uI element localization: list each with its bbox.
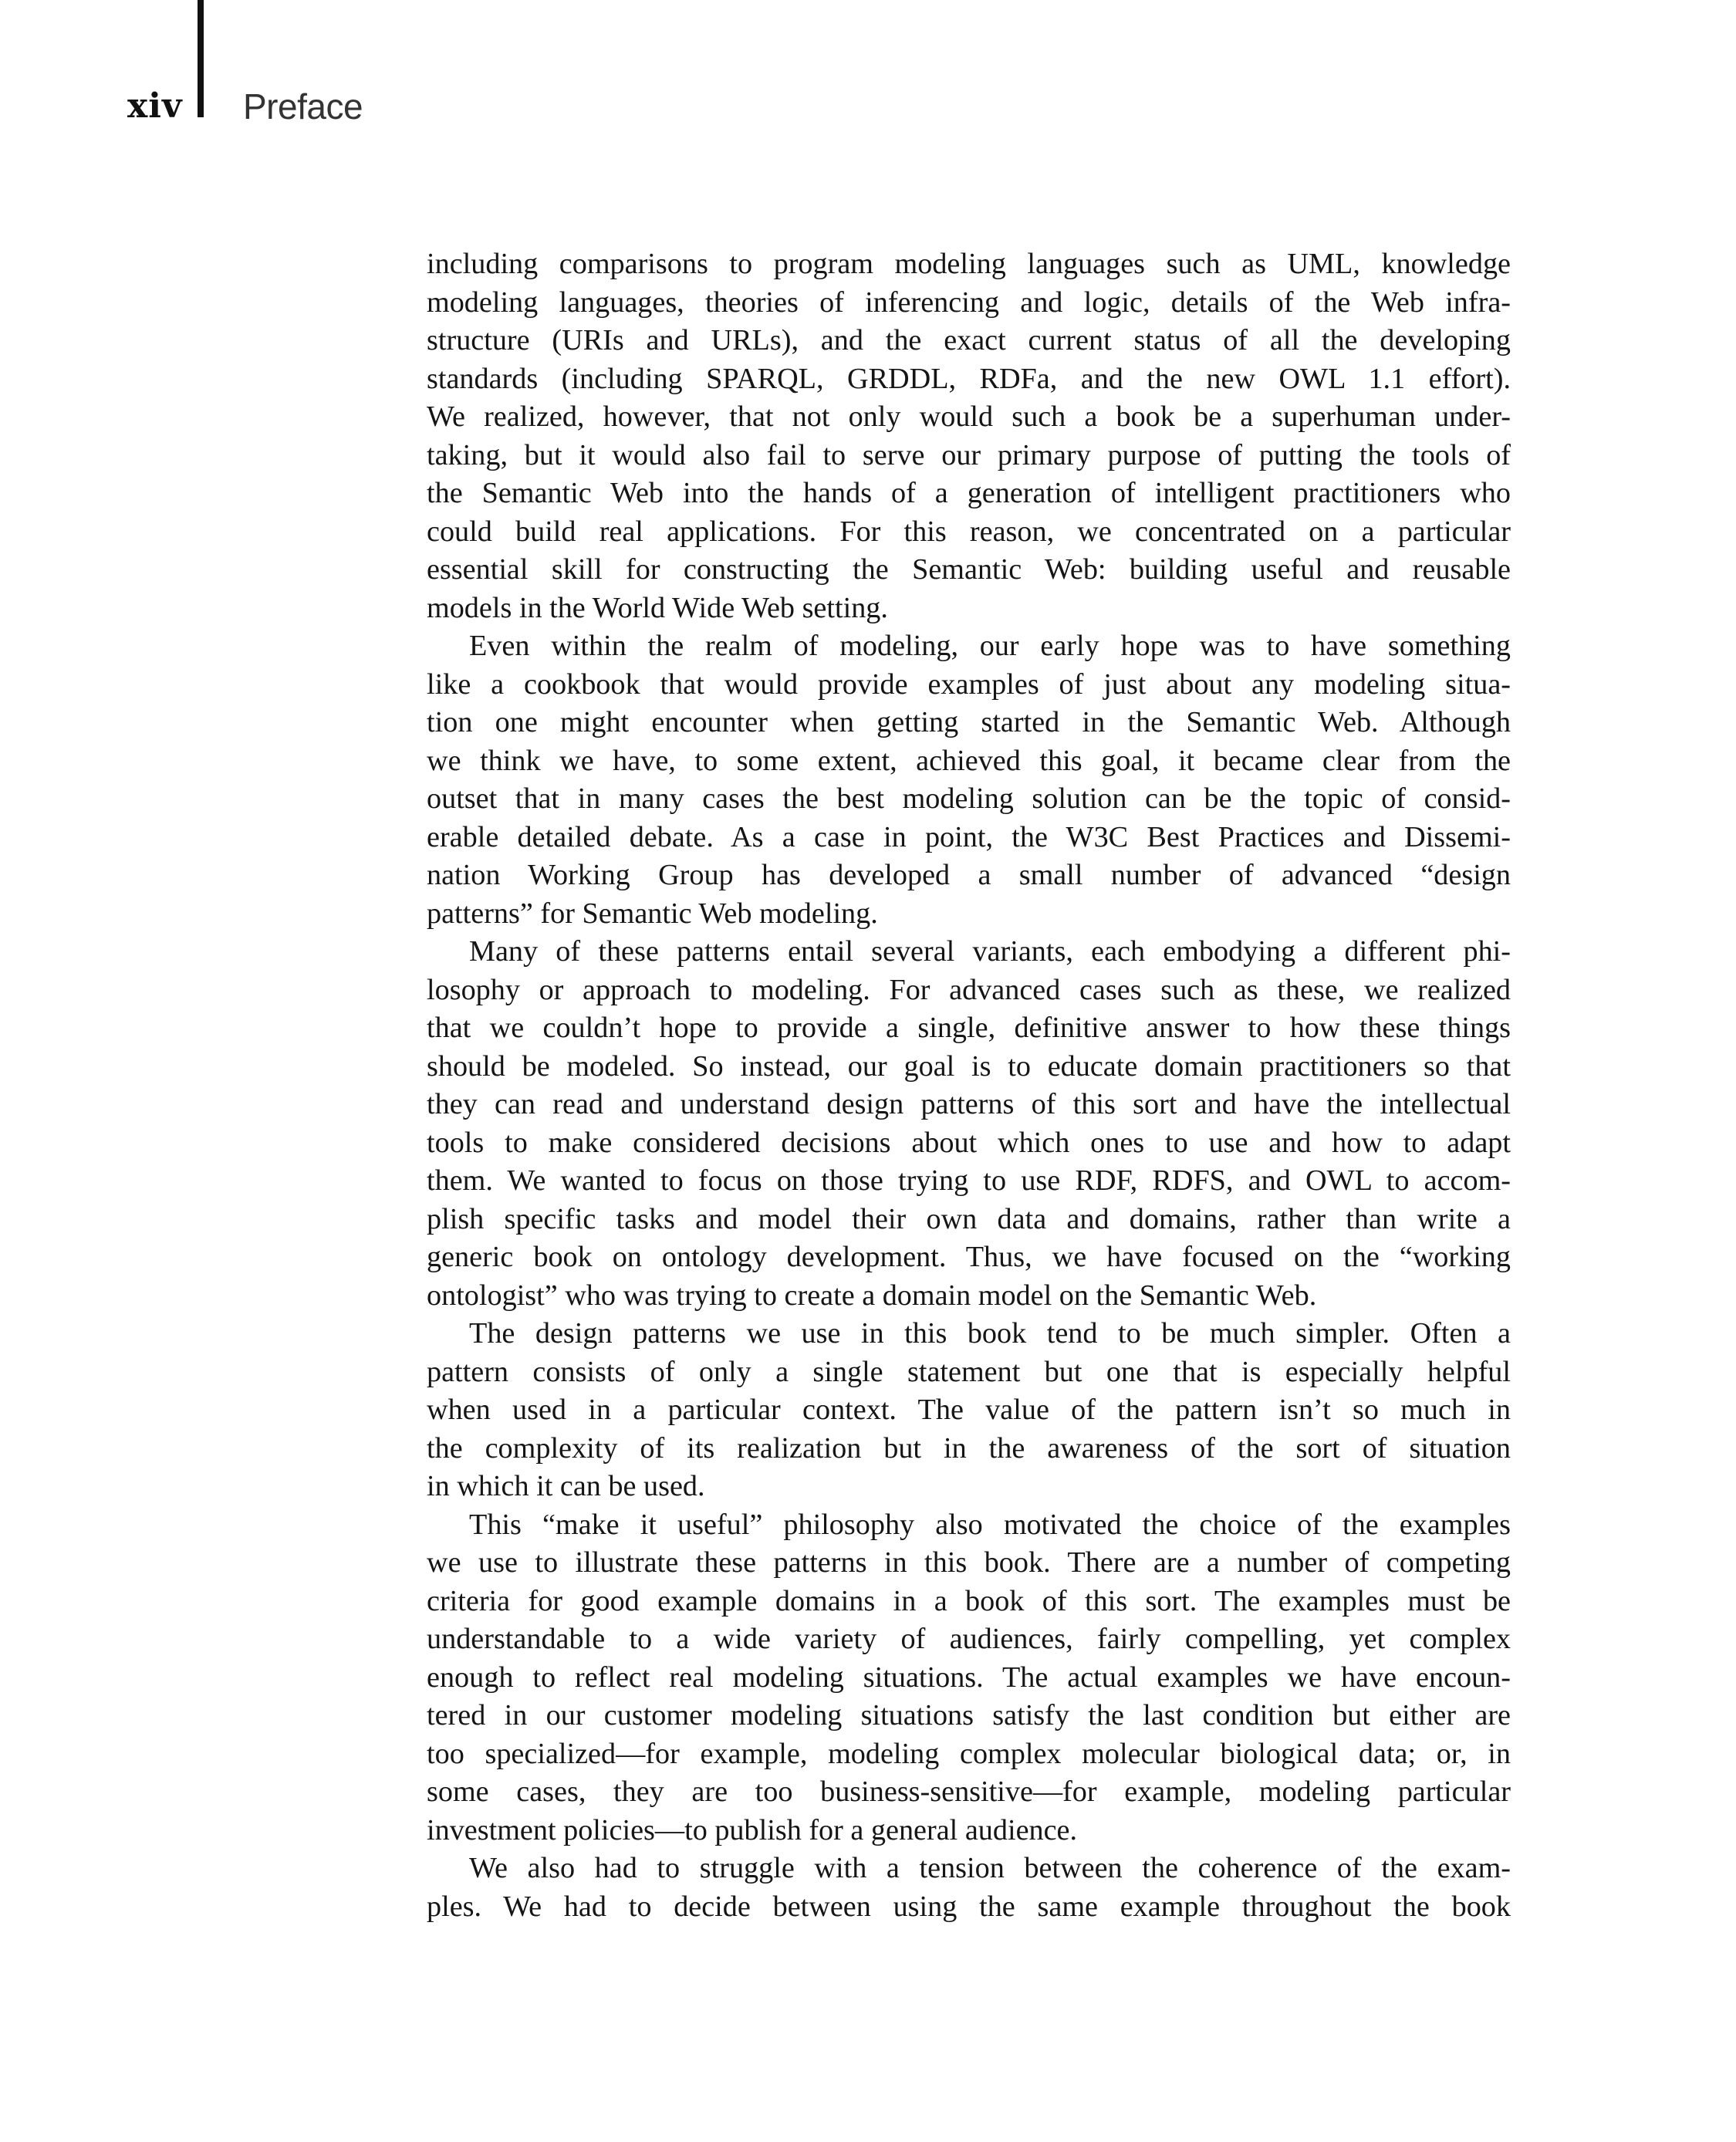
text-line: should be modeled. So instead, our goal is to educate domain practitioners so that bbox=[427, 1049, 1511, 1083]
text-line: could build real applications. For this reason, we concentrated on a particular bbox=[427, 515, 1511, 548]
text-line: that we couldn’t hope to provide a single, definitive answer to how these things bbox=[427, 1012, 1511, 1044]
text-line: understandable to a wide variety of audiences, fairly compelling, yet complex bbox=[427, 1623, 1511, 1655]
text-line: the complexity of its realization but in the awareness of the sort of situation bbox=[427, 1431, 1511, 1465]
page-number: xiv bbox=[127, 86, 183, 126]
text-line: losophy or approach to modeling. For advanced cases such as these, we realized bbox=[427, 973, 1511, 1006]
text-line: tools to make considered decisions about which ones to use and how to adapt bbox=[427, 1126, 1511, 1159]
text-line: enough to reflect real modeling situations. The actual examples we have encoun- bbox=[427, 1661, 1511, 1694]
text-line: The design patterns we use in this book tend to be much simpler. Often a bbox=[469, 1317, 1511, 1350]
text-line: erable detailed debate. As a case in point, the W3C Best Practices and Dissemi- bbox=[427, 820, 1511, 853]
header-divider-rule bbox=[198, 0, 204, 117]
text-line: This “make it useful” philosophy also motivated the choice of the examples bbox=[469, 1508, 1511, 1541]
text-line: plish specific tasks and model their own data and domains, rather than write a bbox=[427, 1202, 1511, 1235]
text-line: patterns” for Semantic Web modeling. bbox=[427, 897, 878, 930]
text-line: We also had to struggle with a tension between the coherence of the exam- bbox=[469, 1852, 1511, 1884]
text-line: models in the World Wide Web setting. bbox=[427, 591, 888, 624]
text-line: essential skill for constructing the Semantic Web: building useful and reusable bbox=[427, 553, 1511, 586]
text-line: we use to illustrate these patterns in this book. There are a number of competing bbox=[427, 1546, 1511, 1579]
text-line: outset that in many cases the best modeling solution can be the topic of consid- bbox=[427, 782, 1511, 815]
text-line: we think we have, to some extent, achieved this goal, it became clear from the bbox=[427, 744, 1511, 777]
text-line: ples. We had to decide between using the same example throughout the book bbox=[427, 1890, 1511, 1923]
text-line: them. We wanted to focus on those trying to use RDF, RDFS, and OWL to accom- bbox=[427, 1164, 1511, 1197]
text-line: when used in a particular context. The value of the pattern isn’t so much in bbox=[427, 1394, 1511, 1426]
text-line: nation Working Group has developed a small number of advanced “design bbox=[427, 859, 1511, 891]
text-line: criteria for good example domains in a book of this sort. The examples must be bbox=[427, 1584, 1511, 1617]
text-line: in which it can be used. bbox=[427, 1470, 705, 1502]
text-line: ontologist” who was trying to create a domain model on the Semantic Web. bbox=[427, 1279, 1317, 1312]
body-text bbox=[427, 245, 1511, 1926]
page-header bbox=[0, 0, 1736, 154]
text-line: they can read and understand design patterns of this sort and have the intellectual bbox=[427, 1088, 1511, 1120]
text-line: taking, but it would also fail to serve our primary purpose of putting the tools of bbox=[427, 438, 1511, 471]
text-line: generic book on ontology development. Thus, we have focused on the “working bbox=[427, 1241, 1511, 1273]
text-line: like a cookbook that would provide examples of just about any modeling situa- bbox=[427, 667, 1511, 701]
text-line: too specialized—for example, modeling complex molecular biological data; or, in bbox=[427, 1737, 1511, 1770]
text-line: structure (URIs and URLs), and the exact current status of all the developing bbox=[427, 324, 1511, 356]
text-line: tion one might encounter when getting started in the Semantic Web. Although bbox=[427, 706, 1511, 738]
text-line: We realized, however, that not only would such a book be a superhuman under- bbox=[427, 400, 1511, 433]
text-line: standards (including SPARQL, GRDDL, RDFa, and the new OWL 1.1 effort). bbox=[427, 362, 1511, 395]
text-line: including comparisons to program modeling languages such as UML, knowledge bbox=[427, 248, 1511, 280]
text-line: investment policies—to publish for a general audience. bbox=[427, 1813, 1078, 1846]
text-line: Even within the realm of modeling, our early hope was to have something bbox=[469, 630, 1511, 662]
text-line: some cases, they are too business-sensitive—for example, modeling particular bbox=[427, 1775, 1511, 1808]
text-line: the Semantic Web into the hands of a generation of intelligent practitioners who bbox=[427, 477, 1511, 509]
text-line: pattern consists of only a single statement but one that is especially helpful bbox=[427, 1355, 1511, 1388]
text-line: tered in our customer modeling situations satisfy the last condition but either are bbox=[427, 1699, 1511, 1732]
text-line: modeling languages, theories of inferencing and logic, details of the Web infra- bbox=[427, 285, 1511, 319]
running-head: Preface bbox=[243, 86, 363, 127]
text-line: Many of these patterns entail several variants, each embodying a different phi- bbox=[469, 935, 1511, 968]
